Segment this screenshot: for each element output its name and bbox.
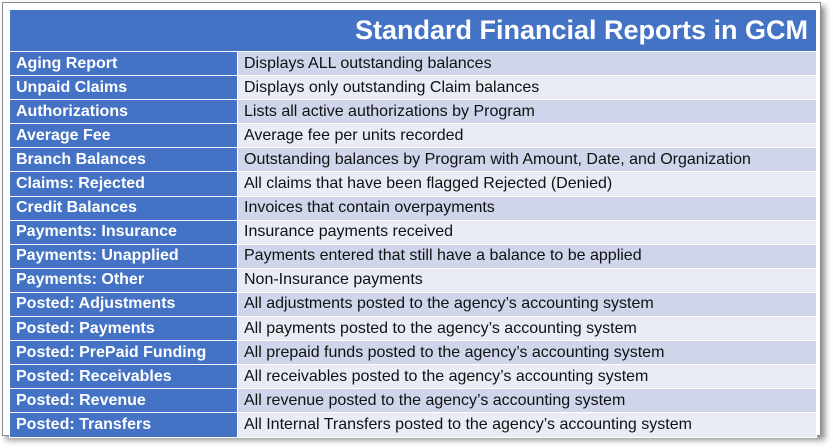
table-row bbox=[10, 413, 817, 437]
report-name-cell: Posted: Adjustments bbox=[10, 292, 238, 316]
table-row bbox=[10, 124, 817, 148]
report-description-cell: All receivables posted to the agency’s accounting system bbox=[238, 365, 817, 389]
table-row bbox=[10, 292, 817, 316]
report-description-cell: All Internal Transfers posted to the agency’s accounting system bbox=[238, 413, 817, 437]
table-row bbox=[10, 268, 817, 292]
table-row bbox=[10, 148, 817, 172]
report-description-cell: All claims that have been flagged Rejected (Denied) bbox=[238, 172, 817, 196]
table-row bbox=[10, 317, 817, 341]
table-title: Standard Financial Reports in GCM bbox=[10, 10, 817, 52]
report-rows bbox=[10, 52, 817, 438]
table-title-row bbox=[10, 10, 817, 52]
report-description-cell: Displays only outstanding Claim balances bbox=[238, 76, 817, 100]
report-name-cell: Posted: Receivables bbox=[10, 365, 238, 389]
report-name-cell: Authorizations bbox=[10, 100, 238, 124]
report-description-cell: Invoices that contain overpayments bbox=[238, 196, 817, 220]
report-description-cell: All adjustments posted to the agency’s accounting system bbox=[238, 292, 817, 316]
report-description-cell: All payments posted to the agency’s accounting system bbox=[238, 317, 817, 341]
report-description-cell: Average fee per units recorded bbox=[238, 124, 817, 148]
report-name-cell: Payments: Other bbox=[10, 268, 238, 292]
report-name-cell: Posted: PrePaid Funding bbox=[10, 341, 238, 365]
table-row bbox=[10, 220, 817, 244]
report-description-cell: Payments entered that still have a balance to be applied bbox=[238, 244, 817, 268]
report-name-cell: Posted: Revenue bbox=[10, 389, 238, 413]
report-name-cell: Posted: Transfers bbox=[10, 413, 238, 437]
table-row bbox=[10, 172, 817, 196]
report-description-cell: Insurance payments received bbox=[238, 220, 817, 244]
report-description-cell: Lists all active authorizations by Program bbox=[238, 100, 817, 124]
report-description-cell: All revenue posted to the agency’s accounting system bbox=[238, 389, 817, 413]
report-description-cell: Non-Insurance payments bbox=[238, 268, 817, 292]
report-name-cell: Aging Report bbox=[10, 52, 238, 76]
report-name-cell: Payments: Unapplied bbox=[10, 244, 238, 268]
table-row bbox=[10, 365, 817, 389]
report-description-cell: All prepaid funds posted to the agency’s accounting system bbox=[238, 341, 817, 365]
table-row bbox=[10, 196, 817, 220]
report-description-cell: Displays ALL outstanding balances bbox=[238, 52, 817, 76]
table-row bbox=[10, 389, 817, 413]
report-table-frame bbox=[2, 2, 821, 436]
report-name-cell: Branch Balances bbox=[10, 148, 238, 172]
report-description-cell: Outstanding balances by Program with Amount, Date, and Organization bbox=[238, 148, 817, 172]
table-row bbox=[10, 76, 817, 100]
report-name-cell: Average Fee bbox=[10, 124, 238, 148]
report-name-cell: Credit Balances bbox=[10, 196, 238, 220]
table-row bbox=[10, 100, 817, 124]
report-name-cell: Unpaid Claims bbox=[10, 76, 238, 100]
table-row bbox=[10, 341, 817, 365]
table-row bbox=[10, 244, 817, 268]
report-name-cell: Payments: Insurance bbox=[10, 220, 238, 244]
report-name-cell: Claims: Rejected bbox=[10, 172, 238, 196]
table-row bbox=[10, 52, 817, 76]
financial-reports-table bbox=[9, 9, 817, 438]
report-name-cell: Posted: Payments bbox=[10, 317, 238, 341]
